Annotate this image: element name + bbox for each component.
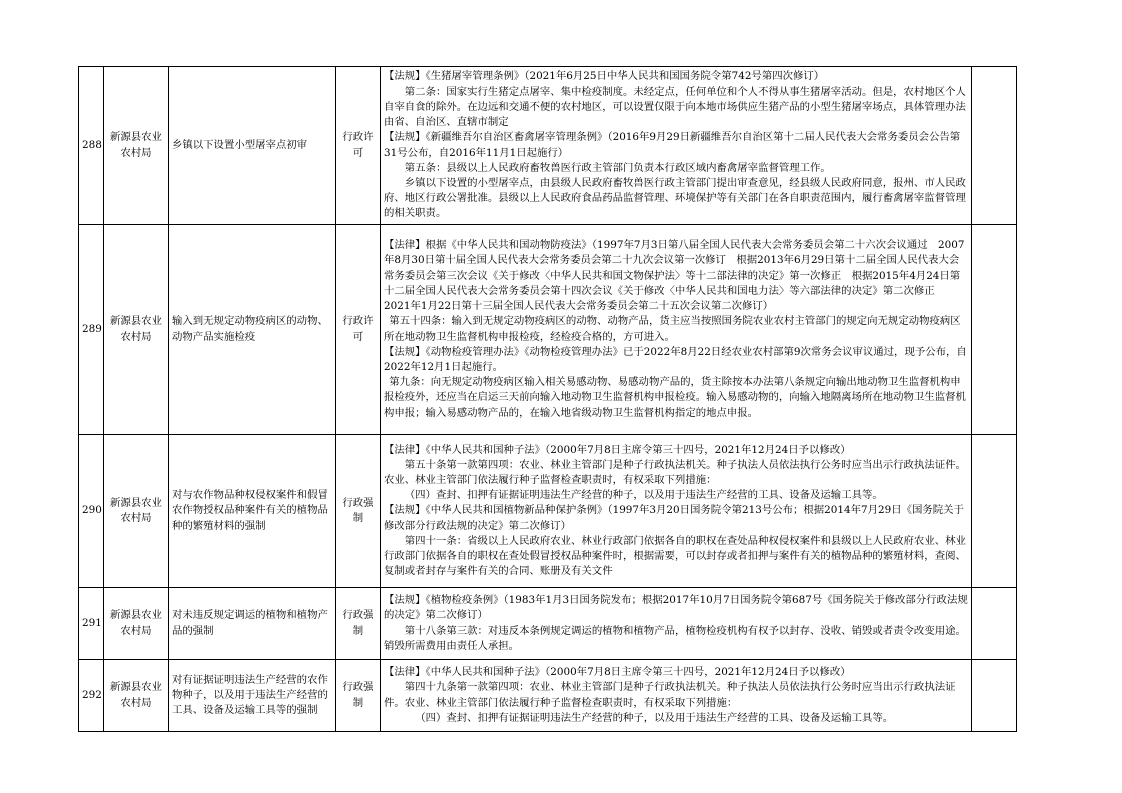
basis-paragraph: 【法规】《中华人民共和国植物新品种保护条例》（1997年3月20日国务院令第213号公布；根据2014年7月29日《国务院关于修改部分行政法规的决定》第二次修订） — [384, 504, 964, 532]
basis-paragraph: 【法律】根据《中华人民共和国动物防疫法》（1997年7月3日第八届全国人民代表大会常务委员会第二十六次会议通过 2007年8月30日第十届全国人民代表大会常务委员会第二十九次会议第一次修订 根据2013年6月29日第十二届全国人民代表大会常务委员会第三次会议《关于修改〈中华人民共和国文物保护法〉等十二部法律的决定》第一次修正 根据2015年4月24日第十二届全国人民代表大会常务委员会第十四次会议《关于修改〈中华人民共和国电力法〉等六部法律的决定》第二次修正 2021年1月22日第十三届全国人民代表大会常务委员会第二十五次会议第二次修订） — [384, 239, 965, 313]
row-number: 292 — [79, 660, 104, 732]
item-name-cell: 乡镇以下设置小型屠宰点初审 — [169, 67, 336, 225]
basis-paragraph: 【法规】《动物检疫管理办法》《动物检疫管理办法》已于2022年8月22日经农业农村部第9次常务会议审议通过，现予公布，自2022年12月1日起施行。 — [384, 345, 967, 373]
basis-paragraph: 第十八条第三款：对违反本条例规定调运的植物和植物产品，植物检疫机构有权予以封存、没收、销毁或者责令改变用途。销毁所需费用由责任人承担。 — [384, 624, 966, 652]
remarks-cell — [972, 588, 1017, 660]
item-name-cell: 对有证据证明违法生产经营的农作物种子，以及用于违法生产经营的工具、设备及运输工具等的强制 — [169, 660, 336, 732]
item-name-cell: 对与农作物品种权侵权案件和假冒农作物授权品种案件有关的植物品种的繁殖材料的强制 — [169, 435, 336, 588]
legal-basis-cell — [381, 225, 972, 435]
category-cell: 行政许可 — [336, 225, 381, 435]
category-cell: 行政许可 — [336, 67, 381, 225]
basis-paragraph: （四）查封、扣押有证据证明违法生产经营的种子，以及用于违法生产经营的工具、设备及运输工具等。 — [404, 489, 883, 502]
basis-paragraph: 【法律】《中华人民共和国种子法》（2000年7月8日主席令第三十四号，2021年12月24日予以修改） — [384, 443, 851, 456]
row-number: 288 — [79, 67, 104, 225]
category-cell: 行政强制 — [336, 660, 381, 732]
basis-paragraph: （四）查封、扣押有证据证明违法生产经营的种子，以及用于违法生产经营的工具、设备及运输工具等。 — [415, 711, 894, 724]
basis-paragraph: 【法规】《植物检疫条例》（1983年1月3日国务院发布；根据2017年10月7日国务院令第687号《国务院关于修改部分行政法规的决定》第二次修订） — [384, 594, 968, 622]
item-name-cell: 输入到无规定动物疫病区的动物、动物产品实施检疫 — [169, 225, 336, 435]
basis-paragraph: 乡镇以下设置的小型屠宰点，由县级人民政府畜牧兽医行政主管部门提出审查意见，经县级人民政府同意，报州、市人民政府、地区行政公署批准。县级以上人民政府食品药品监督管理、环境保护等有关部门在各自职责范围内，履行畜禽屠宰监督管理的相关职责。 — [384, 176, 966, 220]
basis-paragraph: 【法律】《中华人民共和国种子法》（2000年7月8日主席令第三十四号，2021年12月24日予以修改） — [384, 666, 851, 679]
basis-paragraph: 第四十一条：省级以上人民政府农业、林业行政部门依据各自的职权在查处品种权侵权案件和县级以上人民政府农业、林业行政部门依据各自的职权在查处假冒授权品种案件时，根据需要，可以封存或者扣押与案件有关的植物品种的繁殖材料，查阅、复制或者封存与案件有关的合同、账册及有关文件 — [384, 534, 966, 578]
basis-paragraph: 【法规】《新疆维吾尔自治区畜禽屠宰管理条例》（2016年9月29日新疆维吾尔自治区第十二届人民代表大会常务委员会公告第31号公布，自2016年11月1日起施行） — [384, 131, 961, 159]
basis-paragraph: 【法规】《生猪屠宰管理条例》（2021年6月25日中华人民共和国国务院令第742号第四次修订） — [384, 70, 825, 83]
department-cell: 新源县农业农村局 — [104, 588, 169, 660]
legal-basis-cell — [381, 588, 972, 660]
remarks-cell — [972, 225, 1017, 435]
category-cell: 行政强制 — [336, 435, 381, 588]
legal-basis-cell — [381, 435, 972, 588]
row-number: 290 — [79, 435, 104, 588]
department-cell: 新源县农业农村局 — [104, 660, 169, 732]
category-cell: 行政强制 — [336, 588, 381, 660]
legal-basis-cell — [381, 67, 972, 225]
basis-paragraph: 第五十四条：输入到无规定动物疫病区的动物、动物产品，货主应当按照国务院农业农村主管部门的规定向无规定动物疫病区所在地动物卫生监督机构申报检疫，经检疫合格的，方可进入。 — [384, 315, 961, 343]
row-number: 291 — [79, 588, 104, 660]
item-name-cell: 对未违反规定调运的植物和植物产品的强制 — [169, 588, 336, 660]
remarks-cell — [972, 435, 1017, 588]
remarks-cell — [972, 660, 1017, 732]
department-cell: 新源县农业农村局 — [104, 225, 169, 435]
row-number: 289 — [79, 225, 104, 435]
basis-paragraph: 第五十条第一款第四项：农业、林业主管部门是种子行政执法机关。种子执法人员依法执行公务时应当出示行政执法证件。农业、林业主管部门依法履行种子监督检查职责时，有权采取下列措施： — [384, 458, 966, 486]
basis-paragraph: 第二条：国家实行生猪定点屠宰、集中检疫制度。未经定点，任何单位和个人不得从事生猪屠宰活动。但是，农村地区个人自宰自食的除外。在边远和交通不便的农村地区，可以设置仅限于向本地市场供应生猪产品的小型生猪屠宰场点，具体管理办法由省、自治区、直辖市制定 — [384, 85, 966, 129]
table-row — [79, 588, 1017, 660]
department-cell: 新源县农业农村局 — [104, 67, 169, 225]
basis-paragraph: 第五条：县级以上人民政府畜牧兽医行政主管部门负责本行政区域内畜禽屠宰监督管理工作。 — [404, 161, 831, 174]
remarks-cell — [972, 67, 1017, 225]
department-cell: 新源县农业农村局 — [104, 435, 169, 588]
table-row — [79, 67, 1017, 225]
basis-paragraph: 第四十九条第一款第四项：农业、林业主管部门是种子行政执法机关。种子执法人员依法执行公务时应当出示行政执法证件。农业、林业主管部门依法履行种子监督检查职责时，有权采取下列措施： — [384, 681, 956, 709]
table-row — [79, 660, 1017, 732]
table-row — [79, 435, 1017, 588]
basis-paragraph: 第九条：向无规定动物疫病区输入相关易感动物、易感动物产品的，货主除按本办法第八条规定向输出地动物卫生监督机构申报检疫外，还应当在启运三天前向输入地动物卫生监督机构申报检疫。输入易感动物的，向输入地隔离场所在地动物卫生监督机构申报；输入易感动物产品的，在输入地省级动物卫生监督机构指定的地点申报。 — [384, 376, 966, 419]
legal-basis-cell — [381, 660, 972, 732]
table-row — [79, 225, 1017, 435]
power-list-table — [78, 66, 1017, 732]
